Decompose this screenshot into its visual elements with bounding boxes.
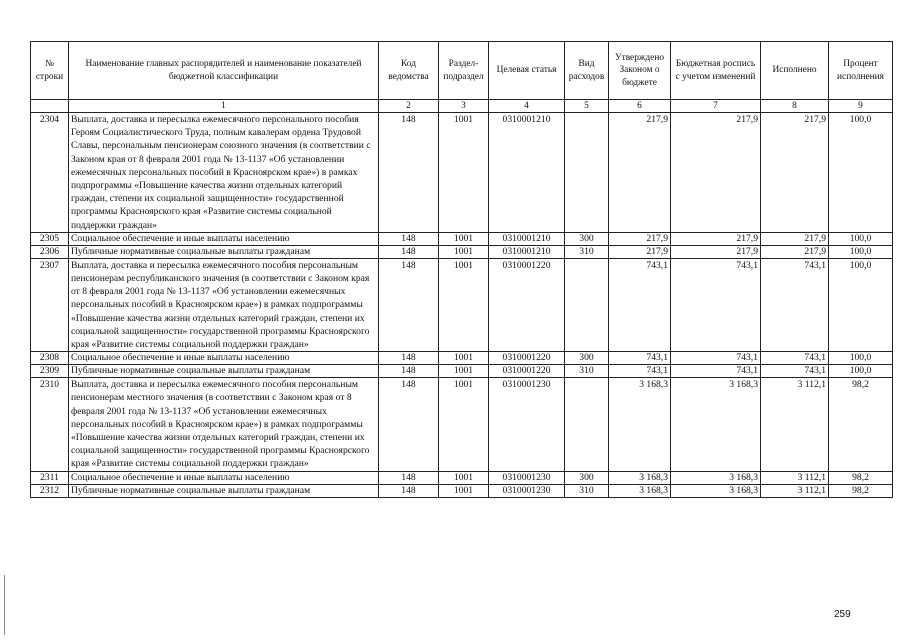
header-executed: Исполнено	[761, 42, 829, 100]
column-number: 5	[565, 100, 609, 113]
table-row	[31, 365, 893, 378]
row-schedule: 743,1	[671, 258, 761, 351]
header-row	[31, 42, 893, 100]
header-percent: Процент исполнения	[829, 42, 893, 100]
header-row-no: № строки	[31, 42, 69, 100]
row-approved: 217,9	[609, 113, 671, 233]
header-budget-schedule: Бюджетная роспись с учетом изменений	[671, 42, 761, 100]
row-dept-code: 148	[379, 365, 439, 378]
row-expense-type: 300	[565, 352, 609, 365]
row-target: 0310001210	[489, 113, 565, 233]
row-subsection: 1001	[439, 378, 489, 471]
column-number-row	[31, 100, 893, 113]
table-row	[31, 232, 893, 245]
page-edge-line	[4, 575, 5, 635]
row-subsection: 1001	[439, 245, 489, 258]
row-percent: 100,0	[829, 232, 893, 245]
row-dept-code: 148	[379, 245, 439, 258]
row-target: 0310001210	[489, 245, 565, 258]
row-number: 2309	[31, 365, 69, 378]
row-schedule: 743,1	[671, 352, 761, 365]
row-name: Социальное обеспечение и иные выплаты населению	[69, 352, 379, 365]
row-percent: 98,2	[829, 484, 893, 497]
page-number: 259	[834, 609, 851, 620]
row-percent: 100,0	[829, 113, 893, 233]
header-approved: Утверждено Законом о бюджете	[609, 42, 671, 100]
row-approved: 217,9	[609, 232, 671, 245]
table-row	[31, 378, 893, 471]
row-executed: 217,9	[761, 245, 829, 258]
row-executed: 743,1	[761, 258, 829, 351]
row-executed: 3 112,1	[761, 484, 829, 497]
header-expense-type: Вид расходов	[565, 42, 609, 100]
column-number: 9	[829, 100, 893, 113]
row-approved: 3 168,3	[609, 484, 671, 497]
row-number: 2312	[31, 484, 69, 497]
row-schedule: 217,9	[671, 232, 761, 245]
row-number: 2306	[31, 245, 69, 258]
row-dept-code: 148	[379, 378, 439, 471]
row-name: Выплата, доставка и пересылка ежемесячного персонального пособия Героям Социалистического Труда, полным кавалерам ордена Трудовой Славы, персональным пенсионерам союзного значения (в соответствии с Законом края от 8 февраля 2001 года № 13-1137 «Об установлении ежемесячных персональных пособий в Красноярском крае») в рамках подпрограммы «Повышение качества жизни отдельных категорий граждан, степени их социальной защищенности» государственной программы Красноярского края «Развитие системы социальной поддержки граждан»	[69, 113, 379, 233]
row-subsection: 1001	[439, 471, 489, 484]
row-expense-type: 310	[565, 245, 609, 258]
row-schedule: 217,9	[671, 245, 761, 258]
row-subsection: 1001	[439, 232, 489, 245]
row-target: 0310001230	[489, 378, 565, 471]
row-dept-code: 148	[379, 484, 439, 497]
row-target: 0310001220	[489, 258, 565, 351]
budget-execution-table	[30, 41, 893, 498]
row-target: 0310001230	[489, 471, 565, 484]
table-row	[31, 258, 893, 351]
row-target: 0310001210	[489, 232, 565, 245]
header-subsection: Раздел- подраздел	[439, 42, 489, 100]
row-percent: 100,0	[829, 352, 893, 365]
row-expense-type: 310	[565, 365, 609, 378]
row-schedule: 3 168,3	[671, 471, 761, 484]
row-dept-code: 148	[379, 113, 439, 233]
row-executed: 217,9	[761, 113, 829, 233]
row-target: 0310001220	[489, 352, 565, 365]
row-percent: 98,2	[829, 378, 893, 471]
row-number: 2307	[31, 258, 69, 351]
row-approved: 217,9	[609, 245, 671, 258]
row-number: 2305	[31, 232, 69, 245]
column-number: 4	[489, 100, 565, 113]
row-schedule: 743,1	[671, 365, 761, 378]
row-executed: 3 112,1	[761, 378, 829, 471]
row-expense-type	[565, 378, 609, 471]
row-approved: 743,1	[609, 352, 671, 365]
row-percent: 100,0	[829, 365, 893, 378]
header-target: Целевая статья	[489, 42, 565, 100]
row-target: 0310001230	[489, 484, 565, 497]
row-name: Публичные нормативные социальные выплаты гражданам	[69, 365, 379, 378]
table-row	[31, 484, 893, 497]
row-expense-type: 300	[565, 471, 609, 484]
row-name: Публичные нормативные социальные выплаты гражданам	[69, 245, 379, 258]
row-target: 0310001220	[489, 365, 565, 378]
row-schedule: 3 168,3	[671, 378, 761, 471]
row-number: 2308	[31, 352, 69, 365]
row-number: 2311	[31, 471, 69, 484]
row-executed: 743,1	[761, 365, 829, 378]
column-number	[31, 100, 69, 113]
column-number: 2	[379, 100, 439, 113]
row-executed: 743,1	[761, 352, 829, 365]
column-number: 3	[439, 100, 489, 113]
row-approved: 743,1	[609, 365, 671, 378]
table-row	[31, 471, 893, 484]
row-approved: 3 168,3	[609, 378, 671, 471]
row-name: Социальное обеспечение и иные выплаты населению	[69, 232, 379, 245]
row-dept-code: 148	[379, 232, 439, 245]
row-schedule: 217,9	[671, 113, 761, 233]
row-percent: 100,0	[829, 245, 893, 258]
row-name: Выплата, доставка и пересылка ежемесячного пособия персональным пенсионерам местного значения (в соответствии с Законом края от 8 февраля 2001 года № 13-1137 «Об установлении ежемесячных персональных пособий в Красноярском крае») в рамках подпрограммы «Повышение качества жизни отдельных категорий граждан, степени их социальной защищенности» государственной программы Красноярского края «Развитие системы социальной поддержки граждан»	[69, 378, 379, 471]
row-name: Публичные нормативные социальные выплаты гражданам	[69, 484, 379, 497]
header-name: Наименование главных распорядителей и наименование показателей бюджетной классификации	[69, 42, 379, 100]
table-row	[31, 245, 893, 258]
row-approved: 743,1	[609, 258, 671, 351]
row-name: Выплата, доставка и пересылка ежемесячного пособия персональным пенсионерам республиканского значения (в соответствии с Законом края от 8 февраля 2001 года № 13-1137 «Об установлении ежемесячных персональных пособий в Красноярском крае») в рамках подпрограммы «Повышение качества жизни отдельных категорий граждан, степени их социальной защищенности» государственной программы Красноярского края «Развитие системы социальной поддержки граждан»	[69, 258, 379, 351]
row-number: 2304	[31, 113, 69, 233]
row-executed: 217,9	[761, 232, 829, 245]
row-subsection: 1001	[439, 113, 489, 233]
row-expense-type	[565, 113, 609, 233]
row-number: 2310	[31, 378, 69, 471]
row-subsection: 1001	[439, 484, 489, 497]
row-dept-code: 148	[379, 258, 439, 351]
row-percent: 98,2	[829, 471, 893, 484]
row-subsection: 1001	[439, 352, 489, 365]
header-dept-code: Код ведомства	[379, 42, 439, 100]
column-number: 7	[671, 100, 761, 113]
row-name: Социальное обеспечение и иные выплаты населению	[69, 471, 379, 484]
table-row	[31, 352, 893, 365]
column-number: 6	[609, 100, 671, 113]
row-dept-code: 148	[379, 352, 439, 365]
row-expense-type: 300	[565, 232, 609, 245]
table-body	[31, 113, 893, 498]
table-row	[31, 113, 893, 233]
row-expense-type	[565, 258, 609, 351]
row-subsection: 1001	[439, 258, 489, 351]
row-expense-type: 310	[565, 484, 609, 497]
row-subsection: 1001	[439, 365, 489, 378]
column-number: 1	[69, 100, 379, 113]
row-executed: 3 112,1	[761, 471, 829, 484]
row-dept-code: 148	[379, 471, 439, 484]
row-approved: 3 168,3	[609, 471, 671, 484]
row-percent: 100,0	[829, 258, 893, 351]
column-number: 8	[761, 100, 829, 113]
row-schedule: 3 168,3	[671, 484, 761, 497]
